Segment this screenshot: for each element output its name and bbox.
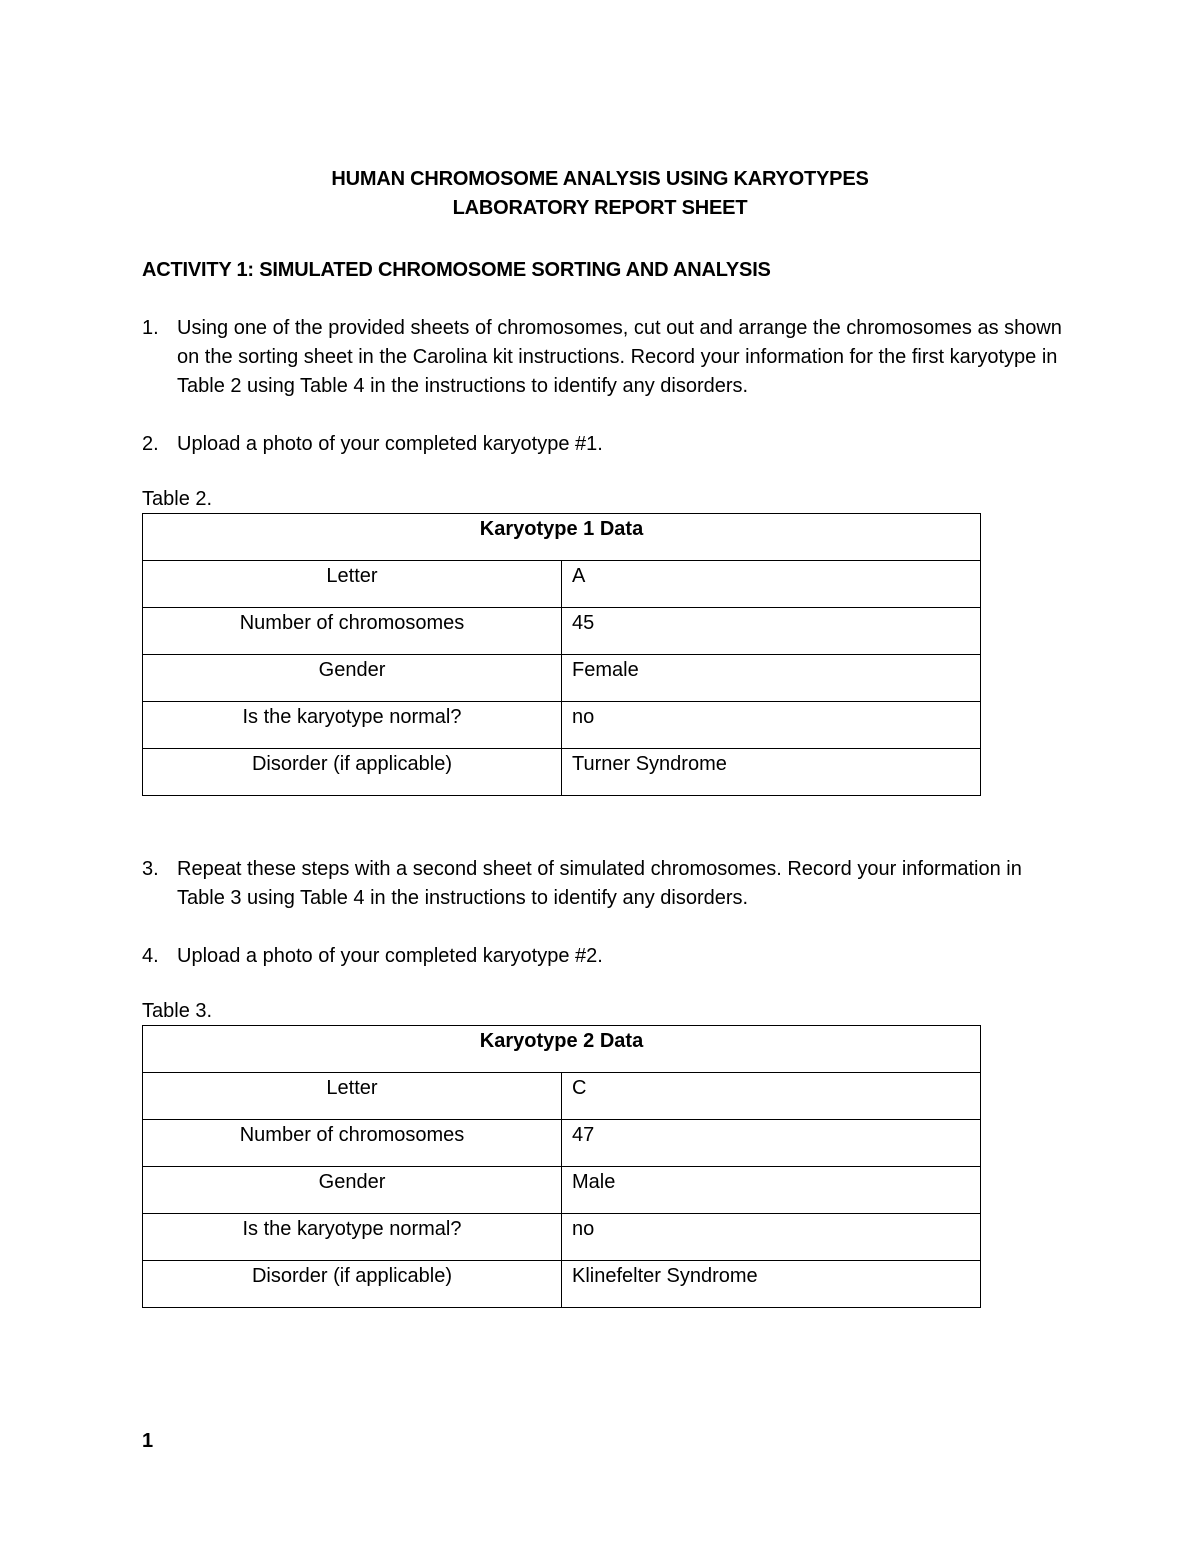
table-row (143, 1073, 981, 1120)
step-number: 4. (142, 945, 159, 967)
row-label: Is the karyotype normal? (143, 1214, 562, 1261)
table-heading: Karyotype 1 Data (143, 514, 981, 561)
page-number: 1 (142, 1430, 154, 1452)
row-value: Male (562, 1167, 981, 1214)
step-number: 1. (142, 317, 159, 339)
table-row (143, 1261, 981, 1308)
row-value: C (562, 1073, 981, 1120)
row-label: Letter (143, 1073, 562, 1120)
step-1 (142, 314, 1062, 401)
document-title-line2: LABORATORY REPORT SHEET (452, 197, 748, 219)
row-label: Gender (143, 1167, 562, 1214)
karyotype-2-table (142, 1025, 981, 1308)
table-row (143, 655, 981, 702)
table-2-caption: Table 2. (142, 488, 213, 510)
step-2 (142, 430, 1062, 459)
table-3-caption: Table 3. (142, 1000, 213, 1022)
table-row (143, 702, 981, 749)
row-value: no (562, 702, 981, 749)
row-label: Is the karyotype normal? (143, 702, 562, 749)
row-value: 45 (562, 608, 981, 655)
step-number: 2. (142, 433, 159, 455)
table-row (143, 749, 981, 796)
table-heading: Karyotype 2 Data (143, 1026, 981, 1073)
table-row (143, 1214, 981, 1261)
row-value: Klinefelter Syndrome (562, 1261, 981, 1308)
activity-heading: ACTIVITY 1: SIMULATED CHROMOSOME SORTING AND ANALYSIS (142, 259, 771, 281)
row-value: Female (562, 655, 981, 702)
row-label: Gender (143, 655, 562, 702)
row-label: Number of chromosomes (143, 608, 562, 655)
karyotype-1-table (142, 513, 981, 796)
row-label: Number of chromosomes (143, 1120, 562, 1167)
step-text: Upload a photo of your completed karyotype #2. (177, 945, 603, 967)
table-row (143, 1167, 981, 1214)
step-number: 3. (142, 858, 159, 880)
row-value: 47 (562, 1120, 981, 1167)
row-label: Letter (143, 561, 562, 608)
row-value: no (562, 1214, 981, 1261)
table-row (143, 561, 981, 608)
step-3 (142, 855, 1062, 913)
row-value: A (562, 561, 981, 608)
table-row (143, 1120, 981, 1167)
step-text: Using one of the provided sheets of chromosomes, cut out and arrange the chromosomes as shown on the sorting sheet in the Carolina kit instructions. Record your information for the first karyotype in Table 2 using Table 4 in the instructions to identify any disorders. (177, 317, 1062, 397)
step-4 (142, 942, 1062, 971)
step-text: Upload a photo of your completed karyotype #1. (177, 433, 603, 455)
document-title-line1: HUMAN CHROMOSOME ANALYSIS USING KARYOTYPES (331, 168, 869, 190)
row-label: Disorder (if applicable) (143, 749, 562, 796)
row-value: Turner Syndrome (562, 749, 981, 796)
row-label: Disorder (if applicable) (143, 1261, 562, 1308)
table-row (143, 608, 981, 655)
step-text: Repeat these steps with a second sheet of simulated chromosomes. Record your information in Table 3 using Table 4 in the instructions to identify any disorders. (177, 858, 1022, 909)
